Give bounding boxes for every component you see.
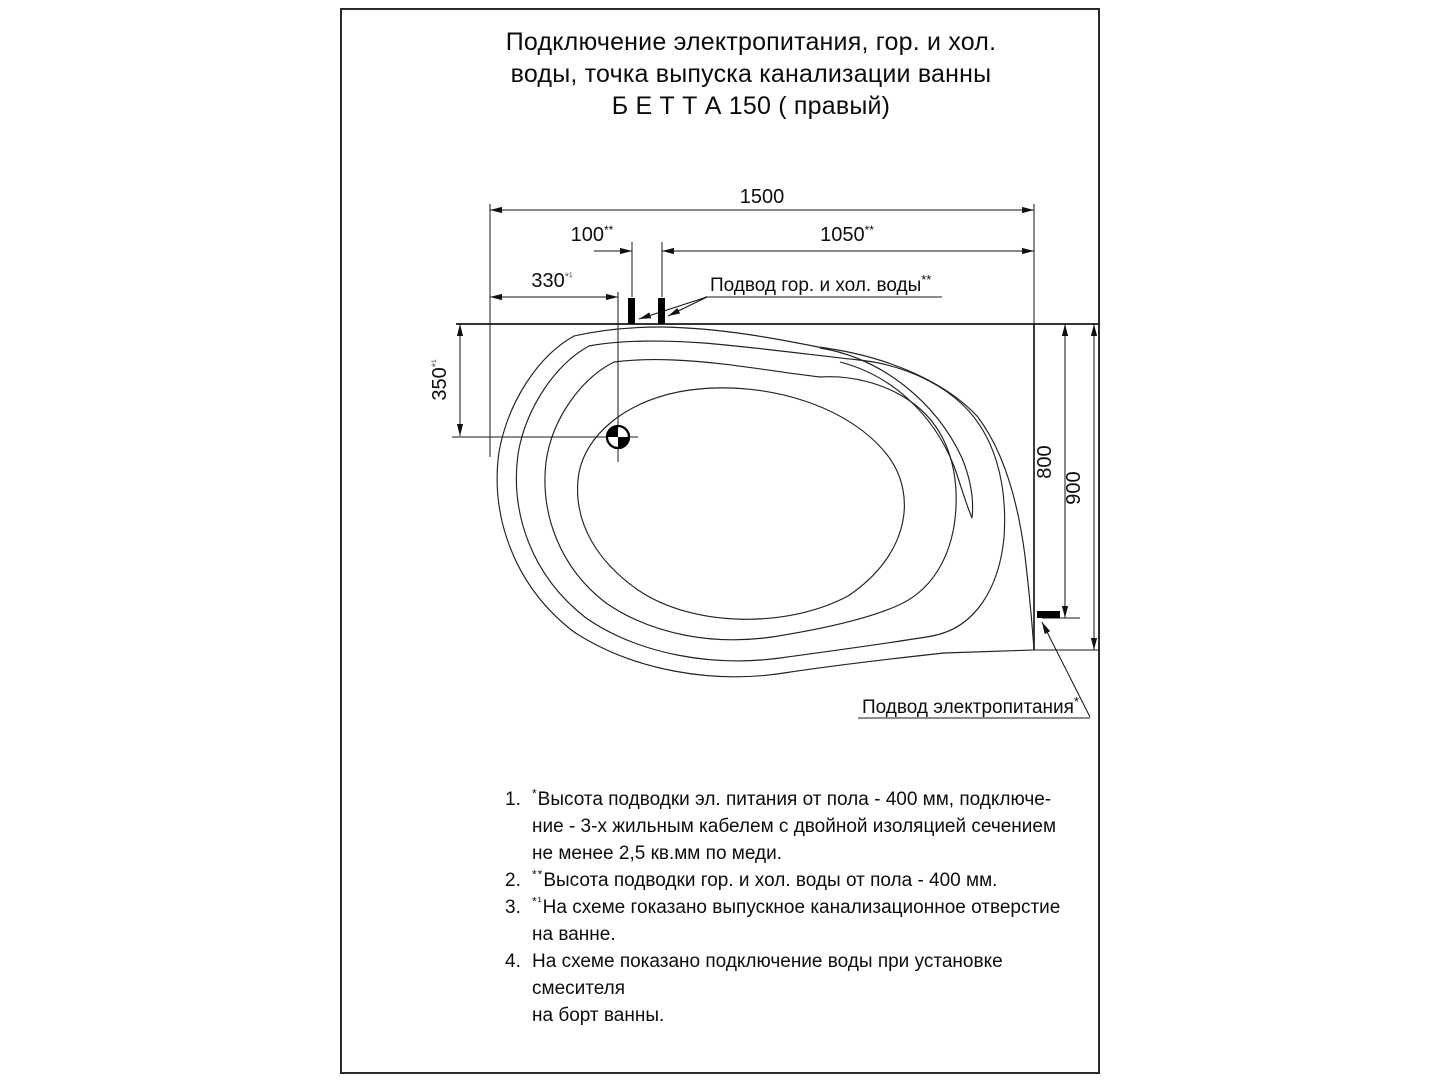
note-number: 3. [505, 897, 521, 918]
note-line: на ванне. [532, 924, 616, 945]
water-leader-1 [639, 297, 707, 319]
note-item [505, 786, 1085, 867]
note-text: Высота подводки эл. питания от пола - 400 мм, подключе- [537, 789, 1052, 810]
note-item [505, 894, 1085, 948]
dim-text-100: 100** [570, 223, 614, 246]
note-marker: * [532, 786, 538, 801]
dim-text-1050: 1050** [820, 223, 874, 246]
note-line: не менее 2,5 кв.мм по меди. [532, 843, 782, 864]
title-line-3: Б Е Т Т А 150 ( правый) [611, 92, 891, 120]
tub-contour [545, 360, 956, 640]
note-line [532, 948, 1085, 1002]
dim-text-900: 900 [1063, 471, 1085, 505]
drain-outlet-symbol [607, 426, 629, 448]
tub-outer-rim [497, 327, 1034, 677]
title-line-1: Подключение электропитания, гор. и хол. [505, 28, 997, 56]
note-number: 4. [505, 951, 521, 972]
dim-text-350: $350^{*^1}$ [429, 359, 451, 401]
note-line: на борт ванны. [532, 1005, 665, 1026]
note-text: На схеме показано подключение воды при установке смесителя [532, 951, 1003, 999]
power-supply-callout [858, 622, 1090, 718]
note-body [532, 786, 1085, 867]
note-body [532, 894, 1085, 948]
dim-text-800: 800 [1034, 445, 1056, 479]
note-line [532, 894, 1085, 921]
note-marker: *¹ [532, 894, 543, 909]
note-body [532, 948, 1085, 1029]
notes-list [505, 786, 1085, 1029]
note-text: На схеме гоказано выпускное канализационное отверстие [542, 897, 1061, 918]
water-supply-label: Подвод гор. и хол. воды** [710, 272, 932, 296]
tub-basin [578, 388, 905, 619]
title-line-2: воды, точка выпуска канализации ванны [510, 60, 992, 88]
note-text: Высота подводки гор. и хол. воды от пола - 400 мм. [543, 870, 998, 891]
power-connection-point [1037, 611, 1060, 618]
note-number: 1. [505, 789, 521, 810]
note-item [505, 867, 1085, 894]
note-line [532, 786, 1085, 813]
dim-text-1500: 1500 [739, 186, 785, 208]
note-marker: ** [532, 867, 544, 882]
power-supply-label: Подвод электропитания* [862, 694, 1079, 718]
note-number: 2. [505, 870, 521, 891]
note-body [532, 867, 1085, 894]
water-leader-2 [668, 297, 707, 316]
note-line [532, 867, 1085, 894]
note-item [505, 948, 1085, 1029]
note-line: ние - 3-х жильным кабелем с двойной изоляцией сечением [532, 816, 1057, 837]
headrest-crescent-outer [820, 348, 973, 518]
dim-text-330: $330^{*^1}$ [531, 270, 573, 292]
hot-cold-water-connection-points [628, 298, 665, 324]
drawing-sheet [340, 8, 1100, 1074]
tub-contour [516, 341, 1004, 661]
water-supply-callout [639, 272, 942, 319]
